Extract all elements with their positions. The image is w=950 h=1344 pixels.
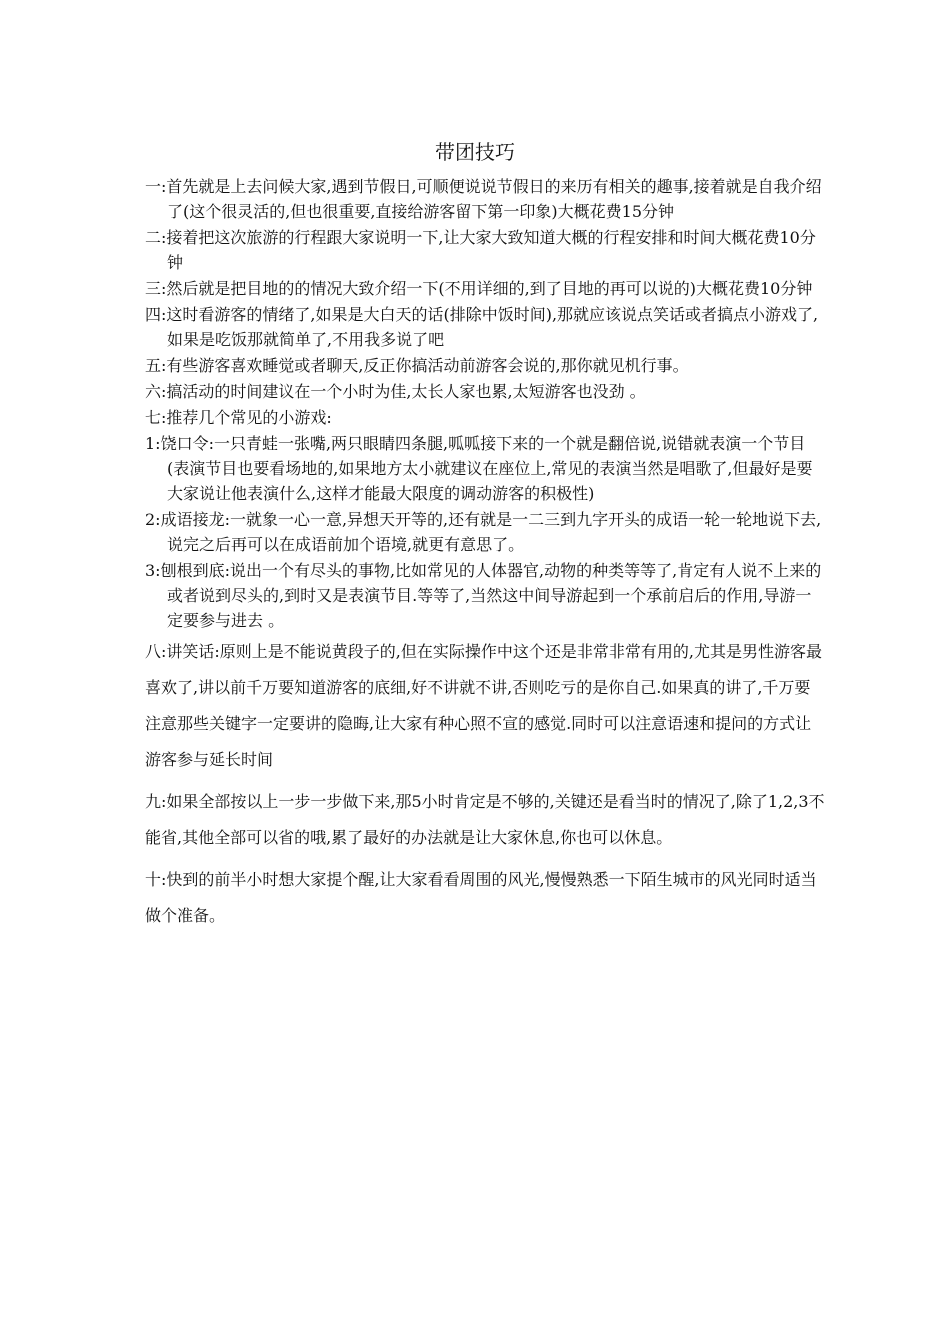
paragraph-1: 一:首先就是上去问候大家,遇到节假日,可顺便说说节假日的来历有相关的趣事,接着就是自我介绍了(这个很灵活的,但也很重要,直接给游客留下第一印象)大概花费15分钟	[145, 177, 822, 221]
paragraph-7: 七:推荐几个常见的小游戏:	[145, 408, 332, 427]
paragraph-3: 三:然后就是把目地的的情况大致介绍一下(不用详细的,到了目地的再可以说的)大概花费10分钟	[145, 279, 813, 298]
document-body	[145, 174, 825, 934]
game-item-3: 3:刨根到底:说出一个有尽头的事物,比如常见的人体器官,动物的种类等等了,肯定有人说不上来的或者说到尽头的,到时又是表演节目.等等了,当然这中间导游起到一个承前启后的作用,导游一定要参与进去 。	[145, 561, 822, 630]
document-title: 带团技巧	[435, 140, 515, 164]
game-item-1: 1:饶口令:一只青蛙一张嘴,两只眼睛四条腿,呱呱接下来的一个就是翻倍说,说错就表演一个节目(表演节目也要看场地的,如果地方太小就建议在座位上,常见的表演当然是唱歌了,但最好是要大家说让他表演什么,这样才能最大限度的调动游客的积极性)	[145, 434, 813, 503]
paragraph-6: 六:搞活动的时间建议在一个小时为佳,太长人家也累,太短游客也没劲 。	[145, 382, 646, 401]
paragraph-5: 五:有些游客喜欢睡觉或者聊天,反正你搞活动前游客会说的,那你就见机行事。	[145, 356, 689, 375]
paragraph-4: 四:这时看游客的情绪了,如果是大白天的话(排除中饭时间),那就应该说点笑话或者搞点小游戏了,如果是吃饭那就简单了,不用我多说了吧	[145, 305, 819, 349]
paragraph-10: 十:快到的前半小时想大家提个醒,让大家看看周围的风光,慢慢熟悉一下陌生城市的风光同时适当做个准备。	[145, 870, 817, 925]
paragraph-2: 二:接着把这次旅游的行程跟大家说明一下,让大家大致知道大概的行程安排和时间大概花费10分钟	[145, 228, 816, 272]
paragraph-8: 八:讲笑话:原则上是不能说黄段子的,但在实际操作中这个还是非常非常有用的,尤其是男性游客最喜欢了,讲以前千万要知道游客的底细,好不讲就不讲,否则吃亏的是你自己.如果真的讲了,千万要注意那些关键字一定要讲的隐晦,让大家有种心照不宣的感觉.同时可以注意语速和提问的方式让游客参与延长时间	[145, 642, 822, 769]
game-item-2: 2:成语接龙:一就象一心一意,异想天开等的,还有就是一二三到九字开头的成语一轮一轮地说下去,说完之后再可以在成语前加个语境,就更有意思了。	[145, 510, 822, 554]
paragraph-9: 九:如果全部按以上一步一步做下来,那5小时肯定是不够的,关键还是看当时的情况了,除了1,2,3不能省,其他全部可以省的哦,累了最好的办法就是让大家休息,你也可以休息。	[145, 792, 825, 847]
